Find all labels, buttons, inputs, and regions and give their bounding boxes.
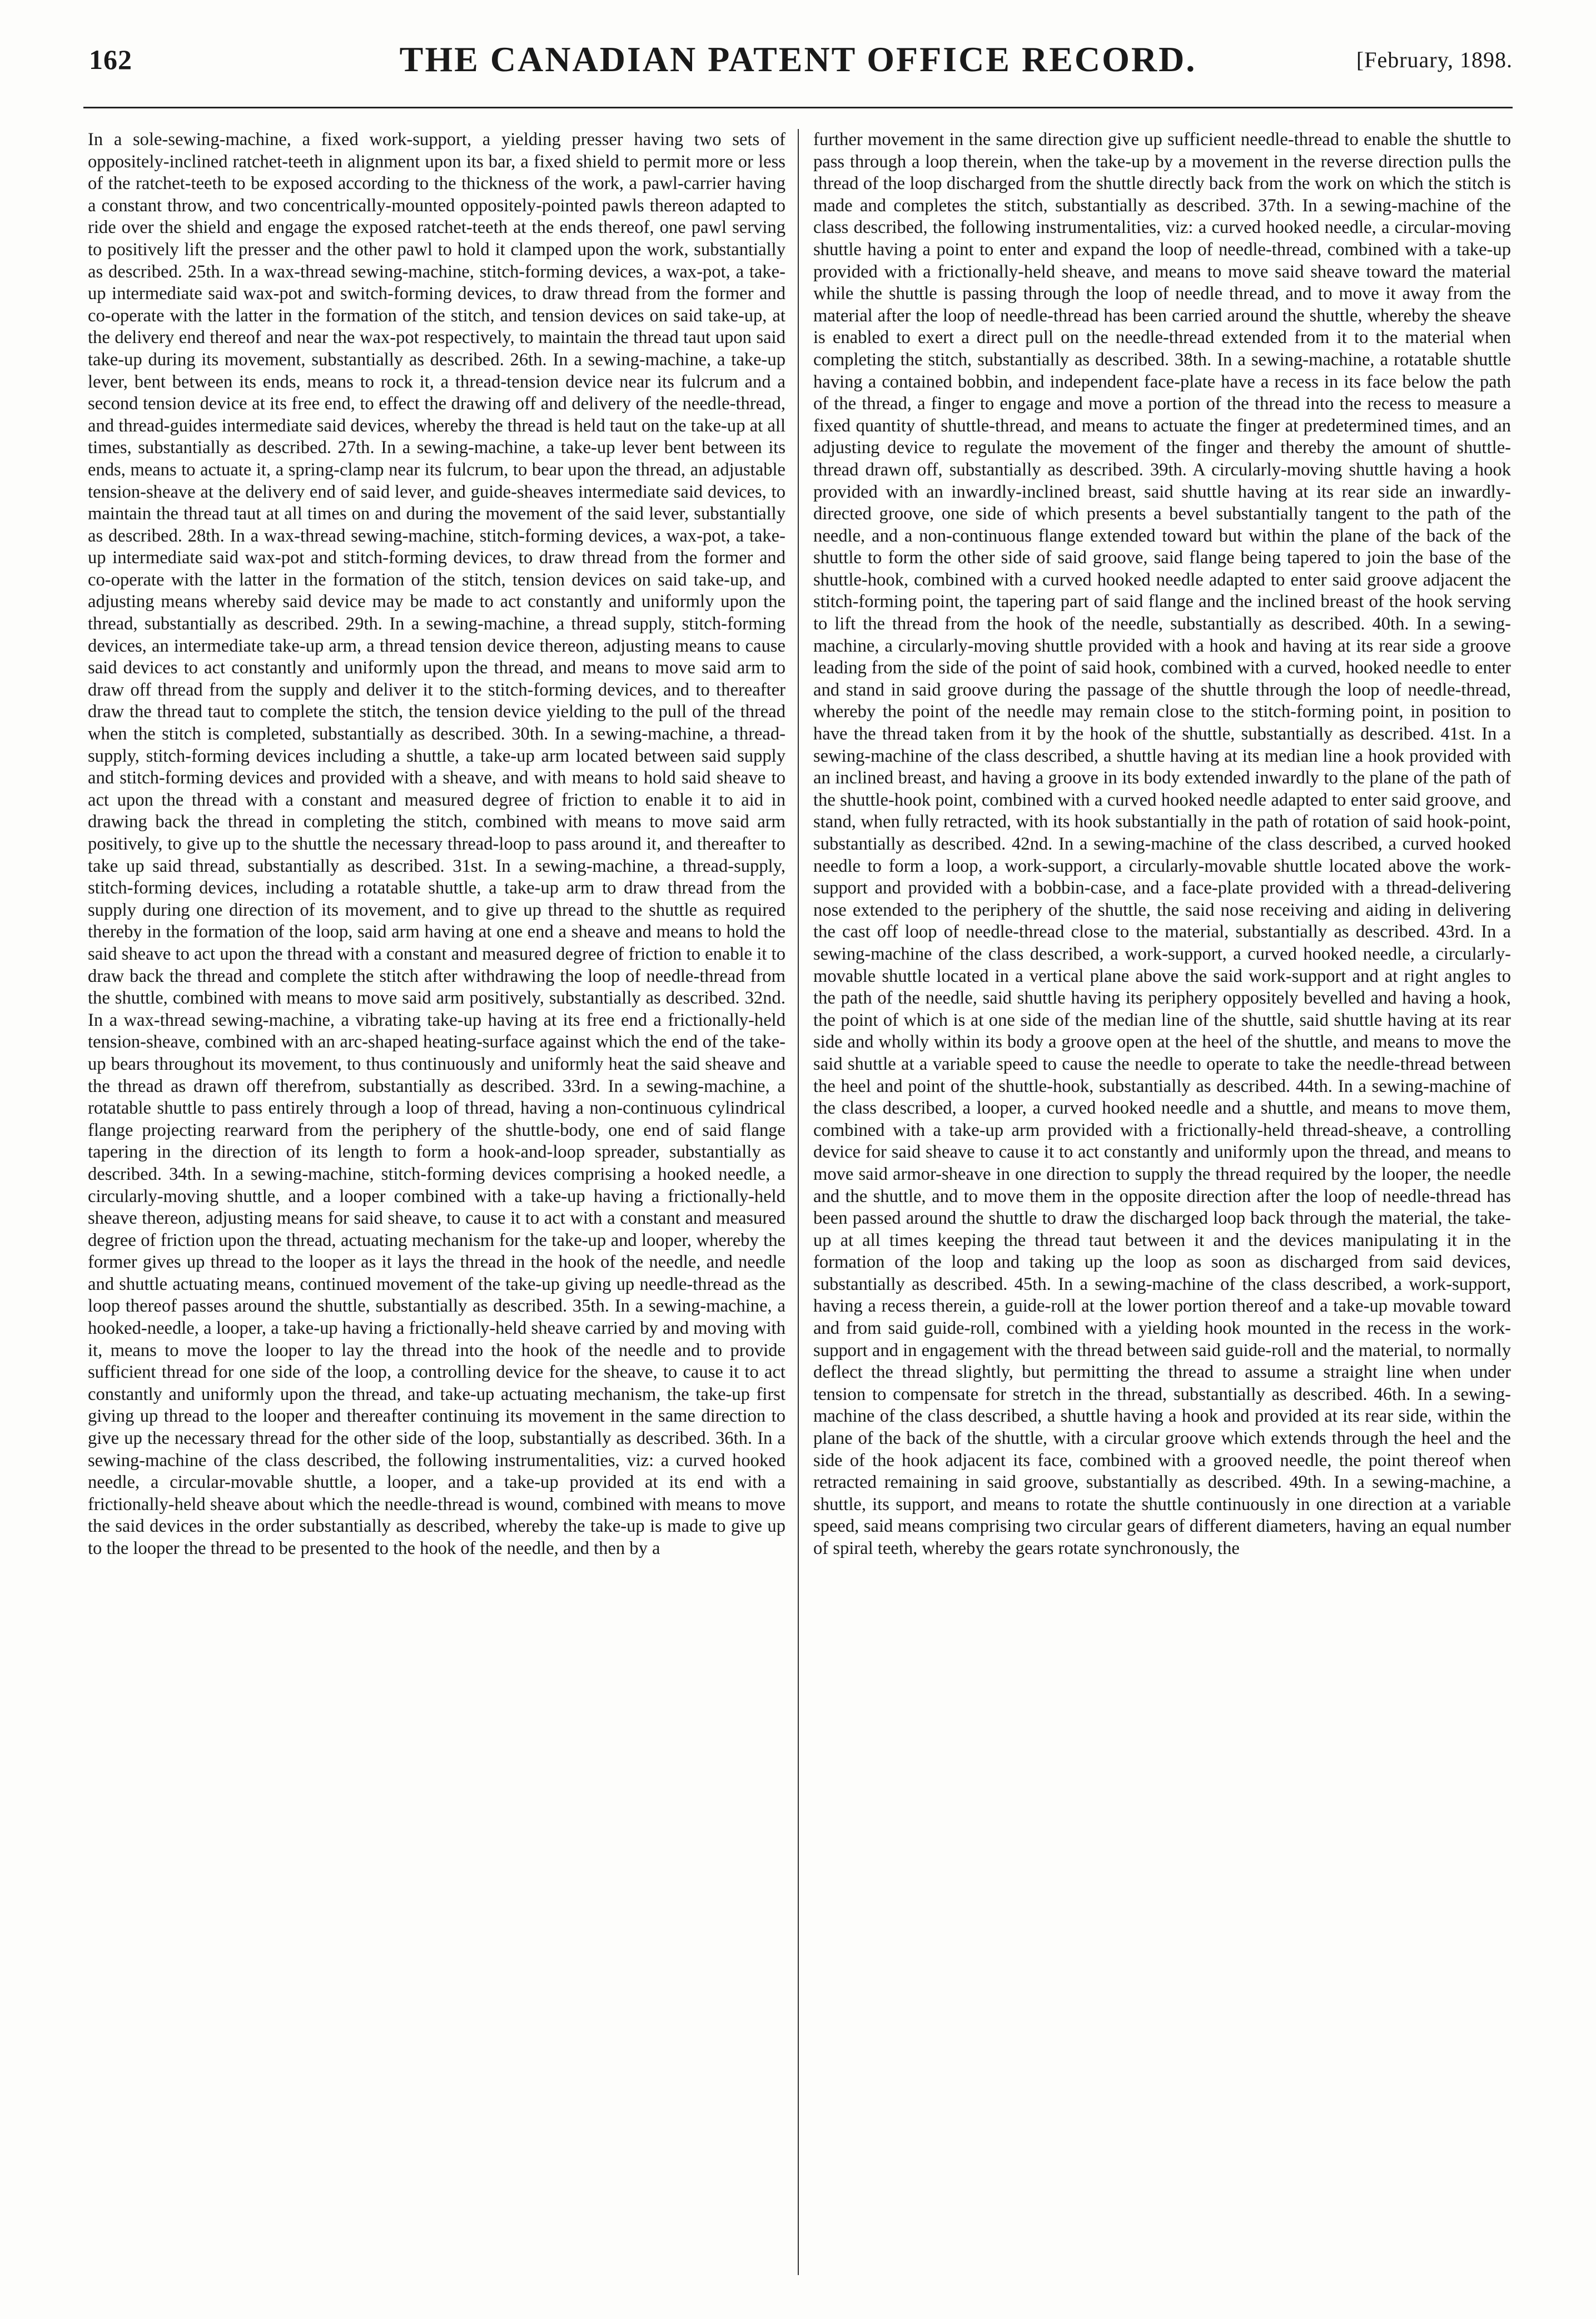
right-column <box>813 129 1511 2292</box>
left-column-text: In a sole-sewing-machine, a fixed work-support, a yielding presser having two sets of oppositely-inclined ratchet-teeth in alignment upon its bar, a fixed shield to permit more or less of the ratchet-teeth to be exposed according to the thickness of the work, a pawl-carrier having a constant throw, and two concentrically-mounted oppositely-pointed pawls thereon adapted to ride over the shield and engage the exposed ratchet-teeth at the ends thereof, one pawl serving to positively lift the presser and the other pawl to hold it clamped upon the work, substantially as described. 25th. In a wax-thread sewing-machine, stitch-forming devices, a wax-pot, a take-up intermediate said wax-pot and switch-forming devices, to draw thread from the former and co-operate with the latter in the formation of the stitch, and tension devices on said take-up, at the delivery end thereof and near the wax-pot respectively, to maintain the thread taut upon said take-up during its movement, substantially as described. 26th. In a sewing-machine, a take-up lever, bent between its ends, means to rock it, a thread-tension device near its fulcrum and a second tension device at its free end, to effect the drawing off and delivery of the needle-thread, and thread-guides intermediate said devices, whereby the thread is held taut on the take-up at all times, substantially as described. 27th. In a sewing-machine, a take-up lever bent between its ends, means to actuate it, a spring-clamp near its fulcrum, to bear upon the thread, an adjustable tension-sheave at the delivery end of said lever, and guide-sheaves intermediate said devices, to maintain the thread taut at all times on and during the movement of the said lever, substantially as described. 28th. In a wax-thread sewing-machine, stitch-forming devices, a wax-pot, a take-up intermediate said wax-pot and stitch-forming devices, to draw thread from the former and co-operate with the latter in the formation of the stitch, tension devices on said take-up, and adjusting means whereby said device may be made to act constantly and uniformly upon the thread, substantially as described. 29th. In a sewing-machine, a thread supply, stitch-forming devices, an intermediate take-up arm, a thread tension device thereon, adjusting means to cause said devices to act constantly and uniformly upon the thread, and means to move said arm to draw off thread from the supply and deliver it to the stitch-forming devices, and to thereafter draw the thread taut to complete the stitch, the tension device yielding to the pull of the thread when the stitch is completed, substantially as described. 30th. In a sewing-machine, a thread-supply, stitch-forming devices including a shuttle, a take-up arm located between said supply and stitch-forming devices and provided with a sheave, and with means to hold said sheave to act upon the thread with a constant and measured degree of friction to enable it to aid in drawing back the thread in completing the stitch, combined with means to move said arm positively, to give up to the shuttle the necessary thread-loop to pass around it, and thereafter to take up said thread, substantially as described. 31st. In a sewing-machine, a thread-supply, stitch-forming devices, including a rotatable shuttle, a take-up arm to draw thread from the supply during one direction of its movement, and to give up thread to the shuttle as required thereby in the formation of the loop, said arm having at one end a sheave and means to hold the said sheave to act upon the thread with a constant and measured degree of friction to enable it to draw back the thread and complete the stitch after withdrawing the loop of needle-thread from the shuttle, combined with means to move said arm positively, substantially as described. 32nd. In a wax-thread sewing-machine, a vibrating take-up having at its free end a frictionally-held tension-sheave, combined with an arc-shaped heating-surface against which the end of the take-up bears throughout its movement, to thus continuously and uniformly heat the said sheave and the thread as drawn off therefrom, substantially as described. 33rd. In a sewing-machine, a rotatable shuttle to pass entirely through a loop of thread, having a non-continuous cylindrical flange projecting rearward from the periphery of the shuttle-body, one end of said flange tapering in the direction of its length to form a hook-and-loop spreader, substantially as described. 34th. In a sewing-machine, stitch-forming devices comprising a hooked needle, a circularly-moving shuttle, and a looper combined with a take-up having a frictionally-held sheave thereon, adjusting means for said sheave, to cause it to act with a constant and measured degree of friction upon the thread, actuating mechanism for the take-up and looper, whereby the former gives up thread to the looper as it lays the thread in the hook of the needle, and needle and shuttle actuating means, continued movement of the take-up giving up needle-thread as the loop thereof passes around the shuttle, substantially as described. 35th. In a sewing-machine, a hooked-needle, a looper, a take-up having a frictionally-held sheave carried by and moving with it, means to move the looper to lay the thread into the hook of the needle and to provide sufficient thread for one side of the loop, a controlling device for the sheave, to cause it to act constantly and uniformly upon the thread, and take-up actuating mechanism, the take-up first giving up thread to the looper and thereafter continuing its movement in the same direction to give up the necessary thread for the other side of the loop, substantially as described. 36th. In a sewing-machine of the class described, the following instrumentalities, viz: a curved hooked needle, a circular-movable shuttle, a looper, and a take-up provided at its end with a frictionally-held sheave about which the needle-thread is wound, combined with means to move the said devices in the order substantially as described, whereby the take-up is made to give up to the looper the thread to be presented to the hook of the needle, and then by a <box>88 130 785 1558</box>
column-divider <box>798 129 799 2275</box>
text-columns <box>88 129 1511 2292</box>
issue-date: [February, 1898. <box>1356 47 1513 72</box>
page-number: 162 <box>89 44 132 75</box>
right-column-text: further movement in the same direction give up sufficient needle-thread to enable the shuttle to pass through a loop therein, when the take-up by a movement in the reverse direction pulls the thread of the loop discharged from the shuttle directly back from the work on which the stitch is made and completes the stitch, substantially as described. 37th. In a sewing-machine of the class described, the following instrumentalities, viz: a curved hooked needle, a circular-moving shuttle having a point to enter and expand the loop of needle-thread, combined with a take-up provided with a frictionally-held sheave, and means to move said sheave toward the material while the shuttle is passing through the loop of needle thread, and to move it away from the material after the loop of needle-thread has been carried around the shuttle, whereby the sheave is enabled to exert a direct pull on the needle-thread extended from it to the material when completing the stitch, substantially as described. 38th. In a sewing-machine, a rotatable shuttle having a contained bobbin, and independent face-plate have a recess in its face below the path of the thread, a finger to engage and move a portion of the thread into the recess to measure a fixed quantity of shuttle-thread, and means to actuate the finger at predetermined times, and an adjusting device to regulate the movement of the finger and thereby the amount of shuttle-thread drawn off, substantially as described. 39th. A circularly-moving shuttle having a hook provided with an inwardly-inclined breast, said shuttle having at its rear side an inwardly-directed groove, one side of which presents a bevel substantially tangent to the path of the needle, and a non-continuous flange extended toward but within the plane of the back of the shuttle to form the other side of said groove, said flange being tapered to join the base of the shuttle-hook, combined with a curved hooked needle adapted to enter said groove adjacent the stitch-forming point, the tapering part of said flange and the inclined breast of the hook serving to lift the thread from the hook of the needle, substantially as described. 40th. In a sewing-machine, a circularly-moving shuttle provided with a hook and having at its rear side a groove leading from the side of the point of said hook, combined with a curved, hooked needle to enter and stand in said groove during the passage of the shuttle through the loop of needle-thread, whereby the point of the needle may remain close to the stitch-forming point, in position to have the thread taken from it by the hook of the shuttle, substantially as described. 41st. In a sewing-machine of the class described, a shuttle having at its median line a hook provided with an inclined breast, and having a groove in its body extended inwardly to the plane of the path of the shuttle-hook point, combined with a curved hooked needle adapted to enter said groove, and stand, when fully retracted, with its hook substantially in the path of rotation of said hook-point, substantially as described. 42nd. In a sewing-machine of the class described, a curved hooked needle to form a loop, a work-support, a circularly-movable shuttle located above the work-support and provided with a bobbin-case, and a face-plate provided with a thread-delivering nose extended to the periphery of the shuttle, the said nose receiving and aiding in delivering the cast off loop of needle-thread close to the material, substantially as described. 43rd. In a sewing-machine of the class described, a work-support, a curved hooked needle, a circularly-movable shuttle located in a vertical plane above the said work-support and at right angles to the path of the needle, said shuttle having its periphery oppositely bevelled and having a hook, the point of which is at one side of the median line of the shuttle, said shuttle having at its rear side and wholly within its body a groove open at the heel of the shuttle, and means to move the said shuttle at a variable speed to cause the needle to operate to take the needle-thread between the heel and point of the shuttle-hook, substantially as described. 44th. In a sewing-machine of the class described, a looper, a curved hooked needle and a shuttle, and means to move them, combined with a take-up arm provided with a frictionally-held thread-sheave, a controlling device for said sheave to cause it to act constantly and uniformly upon the thread, and means to move said armor-sheave in one direction to supply the thread required by the looper, the needle and the shuttle, and to move them in the opposite direction after the loop of needle-thread has been passed around the shuttle to draw the discharged loop back through the material, the take-up at all times keeping the thread taut between it and the devices manipulating it in the formation of the loop and taking up the loop as soon as discharged from said devices, substantially as described. 45th. In a sewing-machine of the class described, a work-support, having a recess therein, a guide-roll at the lower portion thereof and a take-up movable toward and from said guide-roll, combined with a yielding hook mounted in the recess in the work-support and in engagement with the thread between said guide-roll and the material, to normally deflect the thread slightly, but permitting the thread to assume a straight line when under tension to compensate for stretch in the thread, substantially as described. 46th. In a sewing-machine of the class described, a shuttle having a hook and provided at its rear side, within the plane of the back of the shuttle, with a circular groove which extends through the heel and the side of the hook adjacent its face, combined with a grooved needle, the point thereof when retracted remaining in said groove, substantially as described. 49th. In a sewing-machine, a shuttle, its support, and means to rotate the shuttle continuously in one direction at a variable speed, said means comprising two circular gears of different diameters, having an equal number of spiral teeth, whereby the gears rotate synchronously, the <box>813 130 1511 1558</box>
header-rule <box>83 107 1513 108</box>
running-title: THE CANADIAN PATENT OFFICE RECORD. <box>399 39 1197 79</box>
page-header <box>78 39 1518 95</box>
left-column <box>88 129 785 2292</box>
